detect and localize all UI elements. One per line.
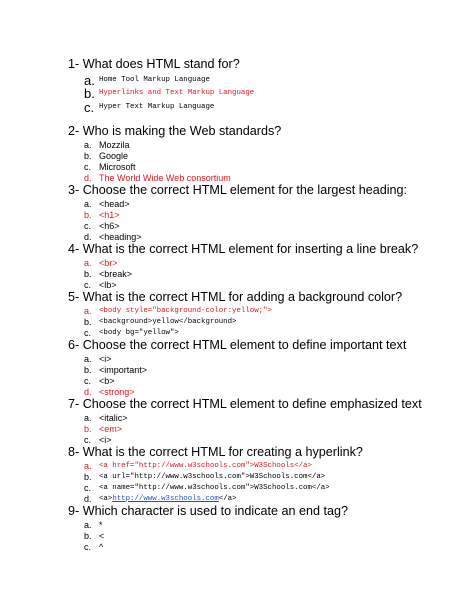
option-letter: d.: [84, 387, 92, 397]
option-letter: c.: [84, 542, 92, 552]
option-letter: d.: [84, 173, 92, 183]
question-4: 4- What is the correct HTML element for inserting a line break?: [68, 242, 419, 256]
option-text: Home Tool Markup Language: [99, 76, 210, 84]
option-letter: a.: [84, 140, 92, 150]
option-text-correct: <h1>: [99, 210, 120, 220]
option-letter: c.: [84, 483, 92, 493]
option-text: <b>: [99, 376, 115, 386]
option-letter: a.: [84, 73, 95, 88]
option-text: <body bg="yellow">: [99, 329, 179, 337]
option-letter: a.: [84, 306, 92, 316]
option-text: ^: [99, 542, 104, 552]
option-text: <break>: [99, 269, 133, 279]
option-letter: b.: [84, 365, 92, 375]
option-letter: a.: [84, 413, 92, 423]
option-text: Hyper Text Markup Language: [99, 103, 215, 111]
option-text-correct: <br>: [99, 258, 118, 268]
option-text-correct: <body style="background-color:yellow;">: [99, 307, 272, 315]
option-text-correct: <em>: [99, 424, 123, 434]
option-letter: b.: [84, 317, 92, 327]
question-6: 6- Choose the correct HTML element to define important text: [68, 338, 407, 352]
option-letter: b.: [84, 86, 95, 101]
option-text: *: [99, 520, 103, 530]
option-letter: b.: [84, 151, 92, 161]
option-letter: a.: [84, 354, 92, 364]
option-text: <important>: [99, 365, 148, 375]
option-text: Microsoft: [99, 162, 136, 172]
option-text: <: [99, 531, 105, 541]
option-letter: d.: [84, 232, 92, 242]
option-text: Google: [99, 151, 129, 161]
option-letter: b.: [84, 531, 92, 541]
option-text-suffix: </a>: [218, 495, 237, 503]
option-letter: c.: [84, 435, 92, 445]
question-3: 3- Choose the correct HTML element for the largest heading:: [68, 183, 408, 197]
option-text: Mozzila: [99, 140, 130, 150]
option-text: <head>: [99, 199, 130, 209]
option-letter: a.: [84, 199, 92, 209]
question-9: 9- Which character is used to indicate an end tag?: [68, 504, 349, 518]
option-letter: c.: [84, 280, 92, 290]
option-text: <background>yellow</background>: [99, 318, 237, 326]
option-text-correct: <a href="http://www.w3schools.com">W3Schools</a>: [99, 462, 312, 470]
option-letter: c.: [84, 221, 92, 231]
option-text: <h6>: [99, 221, 120, 231]
option-letter: b.: [84, 210, 92, 220]
option-text: <lb>: [99, 280, 117, 290]
option-letter: d.: [84, 494, 92, 504]
option-letter: b.: [84, 472, 92, 482]
option-letter: a.: [84, 461, 92, 471]
question-2: 2- Who is making the Web standards?: [68, 124, 282, 138]
option-letter: b.: [84, 269, 92, 279]
question-7: 7- Choose the correct HTML element to define emphasized text: [68, 397, 422, 411]
option-letter: c.: [84, 328, 92, 338]
option-letter: a.: [84, 258, 92, 268]
option-text: <a name="http://www.w3schools.com">W3Schools.com</a>: [99, 484, 330, 492]
option-text: <heading>: [99, 232, 142, 242]
option-letter: a.: [84, 520, 92, 530]
option-text-correct: The World Wide Web consortium: [99, 173, 231, 183]
option-text-correct: Hyperlinks and Text Markup Language: [99, 89, 255, 97]
option-text-prefix: <a>: [99, 495, 113, 503]
option-letter: b.: [84, 424, 92, 434]
option-letter: c.: [84, 376, 92, 386]
option-letter: c.: [84, 162, 92, 172]
w3schools-link[interactable]: http://www.w3schools.com: [112, 495, 219, 503]
option-letter: c.: [84, 100, 95, 115]
question-8: 8- What is the correct HTML for creating a hyperlink?: [68, 445, 363, 459]
option-text: <i>: [99, 435, 112, 445]
option-text: <a url="http://www.w3schools.com">W3Schools.com</a>: [99, 473, 326, 481]
question-5: 5- What is the correct HTML for adding a background color?: [68, 290, 403, 304]
option-text: <italic>: [99, 413, 128, 423]
option-text-correct: <strong>: [99, 387, 135, 397]
question-1: 1- What does HTML stand for?: [68, 57, 240, 71]
option-text: <i>: [99, 354, 112, 364]
